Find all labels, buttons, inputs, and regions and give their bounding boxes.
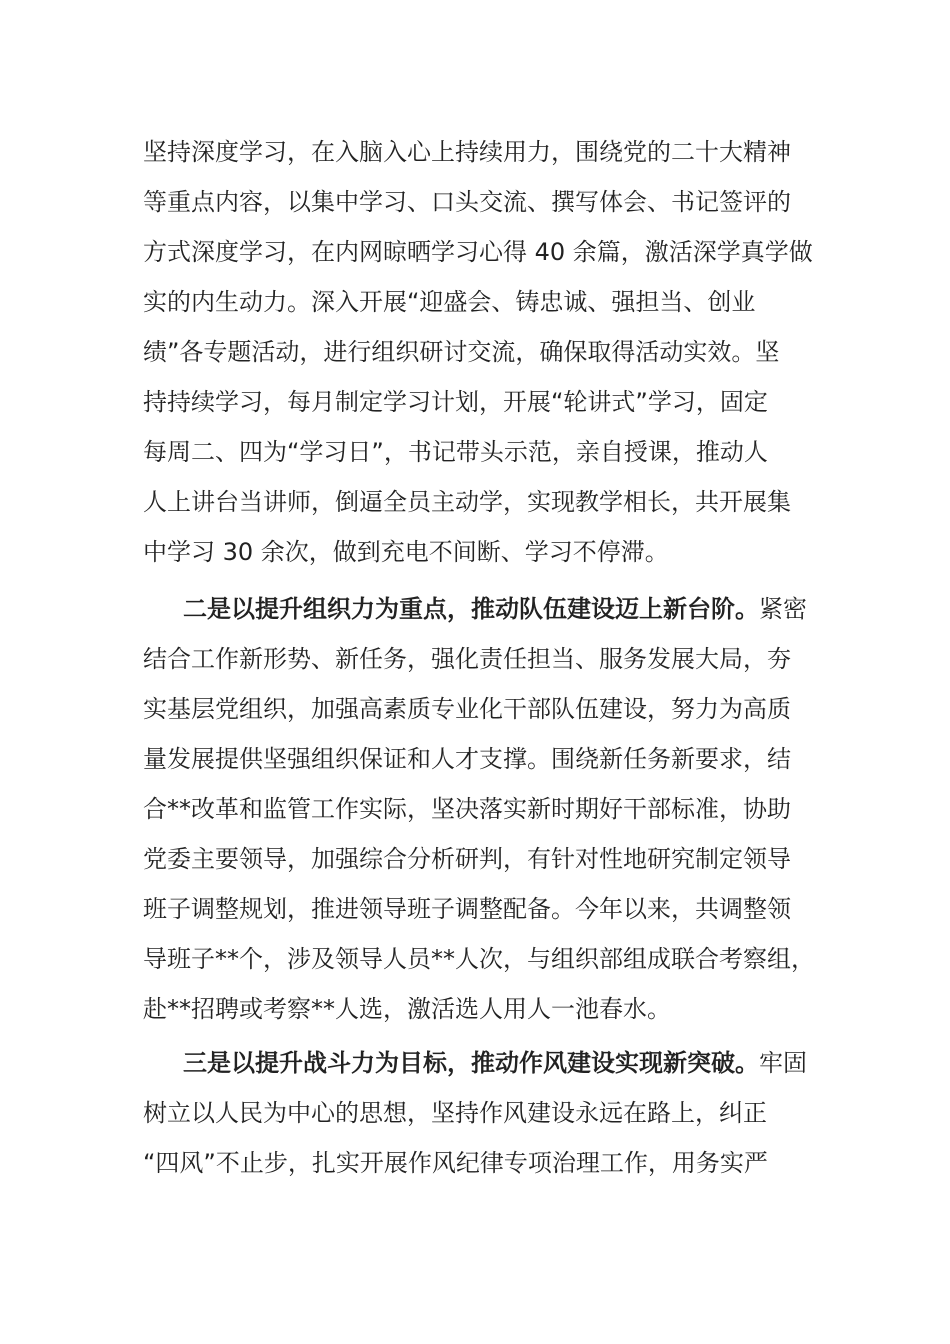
paragraph-line: “四风”不止步，扎实开展作风纪律专项治理工作，用务实严	[143, 1149, 768, 1177]
paragraph-line: 每周二、四为“学习日”，书记带头示范，亲自授课，推动人	[143, 438, 768, 466]
section-heading: 二是以提升组织力为重点，推动队伍建设迈上新台阶。	[183, 595, 759, 623]
paragraph-line: 树立以人民为中心的思想，坚持作风建设永远在路上，纠正	[143, 1099, 767, 1127]
paragraph-line: 人上讲台当讲师，倒逼全员主动学，实现教学相长，共开展集	[143, 488, 791, 516]
paragraph-line: 坚持深度学习，在入脑入心上持续用力，围绕党的二十大精神	[143, 138, 791, 166]
paragraph-line: 班子调整规划，推进领导班子调整配备。今年以来，共调整领	[143, 895, 791, 923]
paragraph-line: 等重点内容，以集中学习、口头交流、撰写体会、书记签评的	[143, 188, 791, 216]
paragraph-first-line	[183, 584, 807, 634]
paragraph-line: 结合工作新形势、新任务，强化责任担当、服务发展大局，夯	[143, 645, 791, 673]
paragraph-line: 实的内生动力。深入开展“迎盛会、铸忠诚、强担当、创业	[143, 288, 756, 316]
paragraph-line: 量发展提供坚强组织保证和人才支撑。围绕新任务新要求，结	[143, 745, 791, 773]
paragraph-first-line	[183, 1038, 807, 1088]
paragraph-line: 实基层党组织，加强高素质专业化干部队伍建设，努力为高质	[143, 695, 791, 723]
paragraph-line: 持持续学习，每月制定学习计划，开展“轮讲式”学习，固定	[143, 388, 768, 416]
heading-continuation: 紧密	[759, 595, 807, 623]
section-heading: 三是以提升战斗力为目标，推动作风建设实现新突破。	[183, 1049, 759, 1077]
paragraph-line: 合**改革和监管工作实际，坚决落实新时期好干部标准，协助	[143, 795, 791, 823]
paragraph-line: 导班子**个，涉及领导人员**人次，与组织部组成联合考察组，	[143, 945, 815, 973]
paragraph-line: 赴**招聘或考察**人选，激活选人用人一池春水。	[143, 995, 671, 1023]
paragraph-line: 方式深度学习，在内网晾晒学习心得 40 余篇，激活深学真学做	[143, 238, 813, 266]
paragraph-line: 中学习 30 余次，做到充电不间断、学习不停滞。	[143, 538, 669, 566]
heading-continuation: 牢固	[759, 1049, 807, 1077]
paragraph-line: 绩”各专题活动，进行组织研讨交流，确保取得活动实效。坚	[143, 338, 780, 366]
paragraph-line: 党委主要领导，加强综合分析研判，有针对性地研究制定领导	[143, 845, 791, 873]
